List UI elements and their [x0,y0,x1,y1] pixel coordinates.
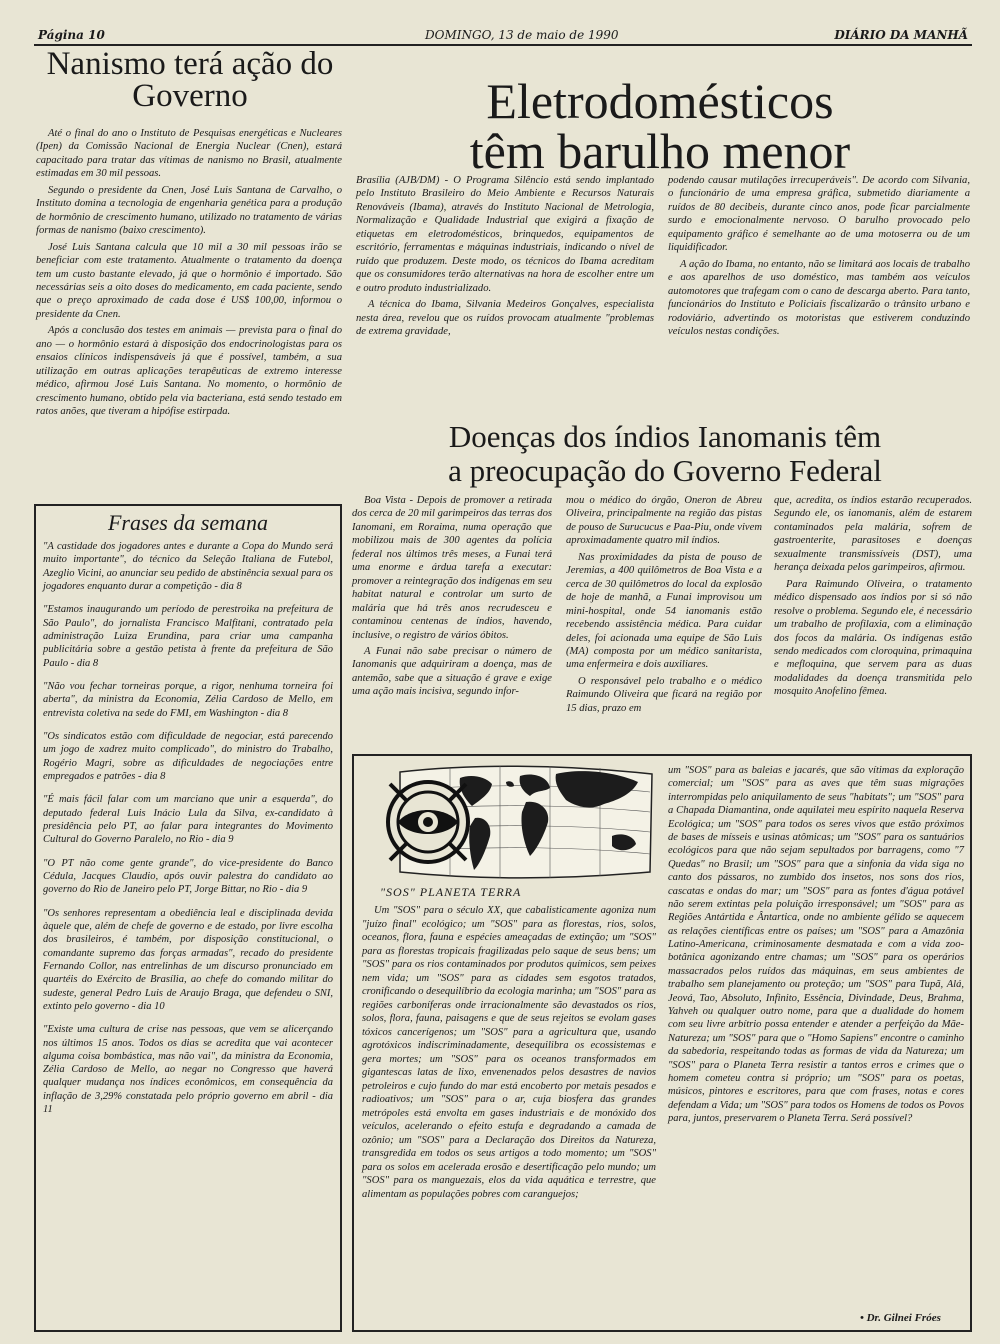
indios-col1 [352,494,552,702]
frase-item: "Existe uma cultura de crise nas pessoas, que vem se alicerçando nos últimos 15 anos. Todos os dias se acredita que vai acontecer alguma coisa bombástica, mas não vai", da ministra da Economia, Zélia Cardoso de Mello, ao negar no Congresso que haverá qualquer mudança nos índices econômicos, em consequência da inflação de 3,29% constatada pelo próprio governo em abril - dia 11 [43,1024,333,1116]
globe-icon [360,760,660,882]
frases-box [34,504,342,1332]
nanismo-paragraph: Segundo o presidente da Cnen, José Luis Santana de Carvalho, o Instituto domina a tecnologia de engenharia genética para a produção de hormônio de crescimento humano, utilizado no tratamento de várias formas de nanismo (baixo crescimento). [36,184,342,237]
eletro-col2 [668,174,970,341]
indios-col3 [774,494,972,702]
sos-paragraph: um "SOS" para as baleias e jacarés, que são vítimas da exploração comercial; um "SOS" para as aves que têm suas migrações interrompidas pelo aniquilamento de seus "habitats"; um "SOS" para a Chapada Diamantina, onde aquilatei meu espírito naquela Reserva Ecológica; um "SOS" para todos os seres vivos que estão próximos de bases de mísseis e usinas atômicas; um "SOS" para os santuários ecológicos para que não sejam sepultados por barragens, como "7 Quedas" no Brasil; um "SOS" para que a sinfonia da vida siga no canto dos pássaros, no zumbido dos insetos, nos sons dos rios, cascatas e ondas do mar; um "SOS" para as fontes d'água potável não serem extintas pela poluição irresponsável; um "SOS" para as Regiões Antártida e Ântartica, onde no ambiente gélido se aquecem as relações científicas entre os países; um "SOS" para a Amazônia Latino-Americana, criminosamente desmatada e com a vida zoo-botânica agonizando entre chamas; um "SOS" para os operários massacrados pelos ruídos das máquinas, em seus ambientes de trabalho sem planejamento ou proteção; um "SOS" para Tupã, Alá, Jeová, Tao, Absoluto, Infinito, Essência, Divindade, Deus, Brahma, Yahveh ou qualquer outro nome, para que a dualidade do homem com seu livre arbítrio possa entender e atender a perfeição da Mãe-Natureza; um "SOS" para que o "Homo Sapiens" encontre o caminho da sabedoria, respeitando todas as formas de vida da Natureza; um "SOS" para o Planeta Terra resistir a tantos erros e crimes que o homem cometeu contra si próprio; um "SOS" para os poetas, músicos, pintores e escritores, para que com frases, notas e cores defendam a Vida; um "SOS" para todos os Homens de todos os Povos para, juntos, preservarem o Planeta Terra. Será possível? [668,765,964,1125]
nanismo-paragraph: Até o final do ano o Instituto de Pesquisas energéticas e Nucleares (Ipen) da Comissão Nacional de Energia Nuclear (Cnen), estará capacitado para tratar das vítimas de nanismo no Brasil, atualmente estimadas em 30 mil pessoas. [36,128,342,180]
indios-paragraph: Nas proximidades da pista de pouso de Jeremias, a 400 quilômetros de Boa Vista e a cerca de 30 quilômetros do local da explosão de hoje de manhã, a Funai improvisou um mini-hospital, onde 54 ianomanis estão recebendo assistência médica. Para cuidar deles, foi acionada uma equipe de São Luis (MA) composta por um médico sanitarista, uma enfermeira e dois auxiliares. [566,551,762,671]
frase-item: "É mais fácil falar com um marciano que unir a esquerda", do deputado federal Luis Inácio Lula da Silva, ex-candidato à presidência pelo PT, ao falar para integrantes do Movimento Cultural do Governo Paralelo, no Rio - dia 9 [43,794,333,846]
frases-title: Frases da semana [107,510,269,535]
sos-paragraph: Um "SOS" para o século XX, que cabalisticamente agoniza num "juízo final" ecológico; um "SOS" para as florestas, rios, solos, oceanos, flora, fauna e espécies ameaçadas de extinção; um "SOS" para as florestas tropicais fragilizadas pelo saque de seus bens; um "SOS" para os rios contaminados por produtos químicos, sem peixes nem vida; um "SOS" para as cidades sem esgotos tratados, cronificando o desequilíbrio da ecologia marinha; um "SOS" para as regiões carboníferas onde irracionalmente são devastados os rios, solos, flora, fauna, paisagens e que de seus rejeitos se evolam gases tóxicos cancerígenos; um "SOS" para a agricultura que, usando agrotóxicos indiscriminadamente, desequilibra os ecossistemas e gera mortes; um "SOS" para os oceanos transformados em gigantescas latas de lixo, envenenados pelos desastres de navios petroleiros e cujo fundo do mar está encoberto por metais pesados e radioativos; um "SOS" para o ar, cuja biosfera das grandes metrópoles está envolta em gases industriais e de monóxido dos veículos, acelerando o efeito estufa e degradando a camada de ozônio; um "SOS" para a Declaração dos Direitos da Natureza, transgredida em todos os seus artigos a todo momento; um "SOS" para os solos em acelerada erosão e desertificação pelo mundo; um "SOS" para os manguezais, elos da vida aquática e terrestre, que alimentam as populações pobres com caranguejos; [362,905,656,1200]
frase-item: "O PT não come gente grande", do vice-presidente do Banco Cédula, Jacques Claudio, após ouvir palestra do candidato ao governo do Rio de Janeiro pelo PT, Jorge Bittar, no Rio - dia 9 [43,857,333,896]
frase-item: "Os senhores representam a obediência leal e disciplinada devida àquele que, além de chefe de governo e de estado, por livre escolha dos brasileiros, é também, por disposição constitucional, o comandante supremo das forças armadas", recado do presidente Fernando Collor, nas entrelinhas de um discurso pronunciado em quartéis do Exército de Brasília, ao chefe do comando militar do sudeste, general Pedro Luis de Araujo Braga, que defendeu o SNI, extinto pelo governo - dia 10 [43,907,333,1012]
frase-item: "Estamos inaugurando um período de perestroika na prefeitura de São Paulo", do jornalista Francisco Malfitani, contratado pela administração Luiza Erundina, para criar uma campanha publicitária sobre a gestão petista à frente da prefeitura de São Paulo - dia 8 [43,604,333,669]
indios-paragraph: A Funai não sabe precisar o número de Ianomanis que adquiriram a doença, mas de antemão, sabe que a situação é grave e exige uma ação mais incisiva, segundo infor- [352,645,552,698]
frase-item: "A castidade dos jogadores antes e durante a Copa do Mundo será muito importante", do técnico da Seleção Italiana de Futebol, Azeglio Vicini, ao anunciar seu pedido de abstinência sexual para os jogadores enquanto durar a competição - dia 8 [43,541,333,592]
eletro-headline-line2: têm barulho menor [469,123,851,179]
indios-headline-line2: a preocupação do Governo Federal [448,453,882,489]
frase-item: "Não vou fechar torneiras porque, a rigor, nenhuma torneira foi aberta", da ministra da Economia, Zélia Cardoso de Mello, em entrevista coletiva na sede do FMI, em Washington - dia 8 [43,680,333,719]
frase-item: "Os sindicatos estão com dificuldade de negociar, está parecendo um jogo de xadrez muito complicado", do ministro do Trabalho, Rogério Magri, sobre as dificuldades de negociações entre empregados e patrões - dia 8 [43,730,333,782]
indios-paragraph: O responsável pelo trabalho e o médico Raimundo Oliveira que ficará na região por 15 dias, prazo em [566,675,762,714]
eletro-col1 [356,174,654,341]
indios-headline-line1: Doenças dos índios Ianomanis têm [448,419,882,454]
eletro-headline-line1: Eletrodomésticos [486,73,834,129]
sos-caption: "SOS" PLANETA TERRA [380,885,522,899]
indios-col2 [566,494,762,718]
eletro-paragraph: podendo causar mutilações irrecuperáveis". De acordo com Silvania, o funcionário de uma empresa gráfica, submetido diariamente a ruídos de 80 decibeis, durante cinco anos, pode ficar parcialmente surdo e emocionalmente nervoso. O barulho provocado pelo equipamento gráfico é semelhante ao de uma motoserra ou de um liquidificador. [668,175,970,254]
nanismo-body [36,127,342,422]
nanismo-headline: Nanismo terá ação do Governo [46,46,334,115]
eletro-headline [345,73,975,179]
newspaper-name: DIÁRIO DA MANHÃ [834,28,968,42]
nanismo-paragraph: José Luis Santana calcula que 10 mil a 30 mil pessoas irão se beneficiar com este tratamento. Atualmente o tratamento da doença tem um custo bastante elevado, já que o hormônio é importado. São necessárias seis a oito doses do medicamento, em cada paciente, sendo que o preço aproximado de cada dose é US$ 100,00, informou o presidente da Cnen. [36,241,342,320]
page-number: Página 10 [38,28,105,42]
sos-col1 [362,904,656,1204]
page-date: DOMINGO, 13 de maio de 1990 [425,28,619,42]
world-map-illustration [360,760,660,882]
indios-paragraph: Para Raimundo Oliveira, o tratamento médico dispensado aos índios por si só não resolve o problema. Segundo ele, é necessário um trabalho de profilaxia, com a eliminação dos focos da malária. Os indígenas estão sendo medicados com cloroquina, primaquina e mefloquina, que servem para as duas modalidades da doença transmitida pelo mosquito Anofelino fêmea. [774,578,972,698]
indios-paragraph: Boa Vista - Depois de promover a retirada dos cerca de 20 mil garimpeiros das terras dos Ianomani, em Roraima, numa operação que mobilizou mais de 300 agentes da polícia federal nos últimos três meses, a Funai terá uma enorme e árdua tarefa a executar: promover a reintegração dos indígenas em seu habitat natural e controlar um surto de malária que há três anos recrudesceu e contaminou centenas de índios, havendo, inclusive, o registro de vários óbitos. [352,495,552,641]
eletro-paragraph: A técnica do Ibama, Silvania Medeiros Gonçalves, especialista nesta área, revelou que os ruídos provocam atualmente "problemas de extrema gravidade, [356,299,654,337]
indios-paragraph: que, acredita, os índios estarão recuperados. Segundo ele, os ianomanis, além de estarem contaminados pela malária, sofrem de gastroenterite, parasitoses e doenças sexualmente transmissíveis (DST), uma herança deixada pelos garimpeiros, afirmou. [774,495,972,574]
sos-author: • Dr. Gilnei Fróes [860,1312,941,1324]
sos-col2 [668,764,964,1129]
eletro-paragraph: Brasília (AJB/DM) - O Programa Silêncio está sendo implantado pelo Instituto Brasileiro do Meio Ambiente e Recursos Naturais Renováveis (Ibama), através do Instituto Nacional de Metrologia, Normalização e Qualidade Industrial que exigirá a fixação de etiquetas em eletrodomésticos, brinquedos, equipamentos de escritório, ferramentas e máquinas industriais, indicando o nível de ruído que produzem. Deste modo, os técnicos do Ibama acreditam que os consumidores terão alternativas na hora de escolher entre um e outro produto industrializado. [356,175,654,294]
indios-paragraph: mou o médico do órgão, Oneron de Abreu Oliveira, principalmente na região das pistas de pouso de Surucucus e Paa-Piu, onde vivem aproximadamente quatro mil índios. [566,495,762,547]
eletro-paragraph: A ação do Ibama, no entanto, não se limitará aos locais de trabalho e aos aparelhos de uso doméstico, mas também aos veículos automotores que trafegam com o cano de descarga aberto. Para tanto, funcionários do Instituto e Policiais fiscalizarão o trânsito urbano e rodoviário, advertindo os motoristas que estiverem conduzindo veículos nestas condições. [668,258,970,337]
indios-headline [350,420,980,488]
nanismo-paragraph: Após a conclusão dos testes em animais — prevista para o final do ano — o hormônio estará à disposição dos endocrinologistas para os ensaios clínicos indispensáveis já que é possível, também, a sua utilização em outras aplicações terapêuticas de extremo interesse médico, afirmou José Luis Santana. No momento, o hormônio de crescimento humano, obtido pela via bacteriana, está sendo testado em ratos anões, que tiveram a hipófise estirpada. [36,325,342,418]
